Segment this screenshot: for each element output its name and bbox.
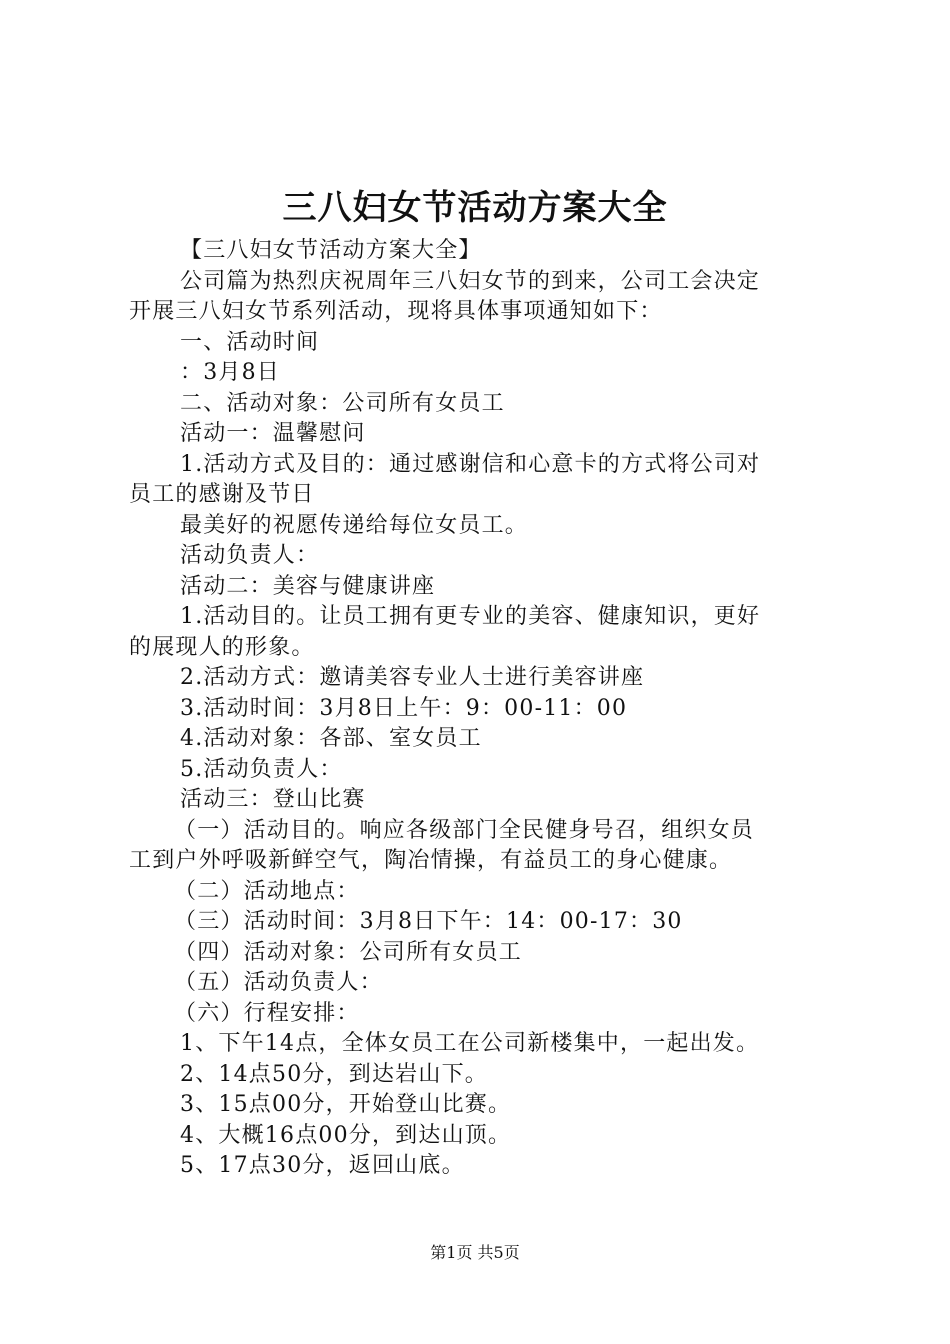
body-line: 活动三：登山比赛 (180, 787, 366, 812)
body-line: （六）行程安排： (174, 1000, 360, 1026)
page-footer: 第1页 共5页 (430, 1243, 520, 1262)
body-line: 2.活动方式：邀请美容专业人士进行美容讲座 (180, 665, 645, 690)
body-line: 2、14点50分，到达岩山下。 (180, 1061, 488, 1087)
body-line: 1.活动目的。让员工拥有更专业的美容、健康知识，更好 (180, 604, 761, 629)
body-line: 活动负责人： (180, 543, 320, 568)
body-line: 的展现人的形象。 (129, 634, 315, 660)
body-line: 员工的感谢及节日 (129, 482, 315, 507)
body-line: 3.活动时间：3月8日上午：9：00-11：00 (180, 695, 628, 721)
document-body (129, 236, 833, 1182)
body-line: 工到户外呼吸新鲜空气，陶冶情操，有益员工的身心健康。 (129, 848, 733, 873)
body-line: 【三八妇女节活动方案大全】 (180, 238, 482, 263)
body-line: 活动一：温馨慰问 (180, 421, 366, 446)
body-line: （二）活动地点： (174, 878, 360, 904)
body-line: 1.活动方式及目的：通过感谢信和心意卡的方式将公司对 (180, 451, 761, 477)
body-line: （三）活动时间：3月8日下午：14：00-17：30 (174, 909, 683, 934)
body-line: 5.活动负责人： (180, 756, 343, 782)
body-line: 二、活动对象：公司所有女员工 (180, 390, 505, 416)
body-line: 开展三八妇女节系列活动，现将具体事项通知如下： (129, 299, 663, 324)
body-line: 活动二：美容与健康讲座 (180, 573, 436, 599)
body-line: 一、活动时间 (180, 329, 320, 355)
document-title: 三八妇女节活动方案大全 (282, 188, 668, 228)
body-line: 5、17点30分，返回山底。 (180, 1153, 465, 1178)
body-line: 1、下午14点，全体女员工在公司新楼集中，一起出发。 (180, 1031, 760, 1056)
body-line: （四）活动对象：公司所有女员工 (174, 939, 523, 965)
body-line: 4、大概16点00分，到达山顶。 (180, 1122, 512, 1148)
body-line: 4.活动对象：各部、室女员工 (180, 726, 482, 751)
body-line: ：3月8日 (180, 360, 280, 385)
body-line: 3、15点00分，开始登山比赛。 (180, 1092, 512, 1117)
body-line: （一）活动目的。响应各级部门全民健身号召，组织女员 (174, 817, 755, 843)
body-line: 公司篇为热烈庆祝周年三八妇女节的到来，公司工会决定 (180, 268, 761, 294)
body-line: 最美好的祝愿传递给每位女员工。 (180, 512, 529, 538)
body-line: （五）活动负责人： (174, 970, 383, 995)
